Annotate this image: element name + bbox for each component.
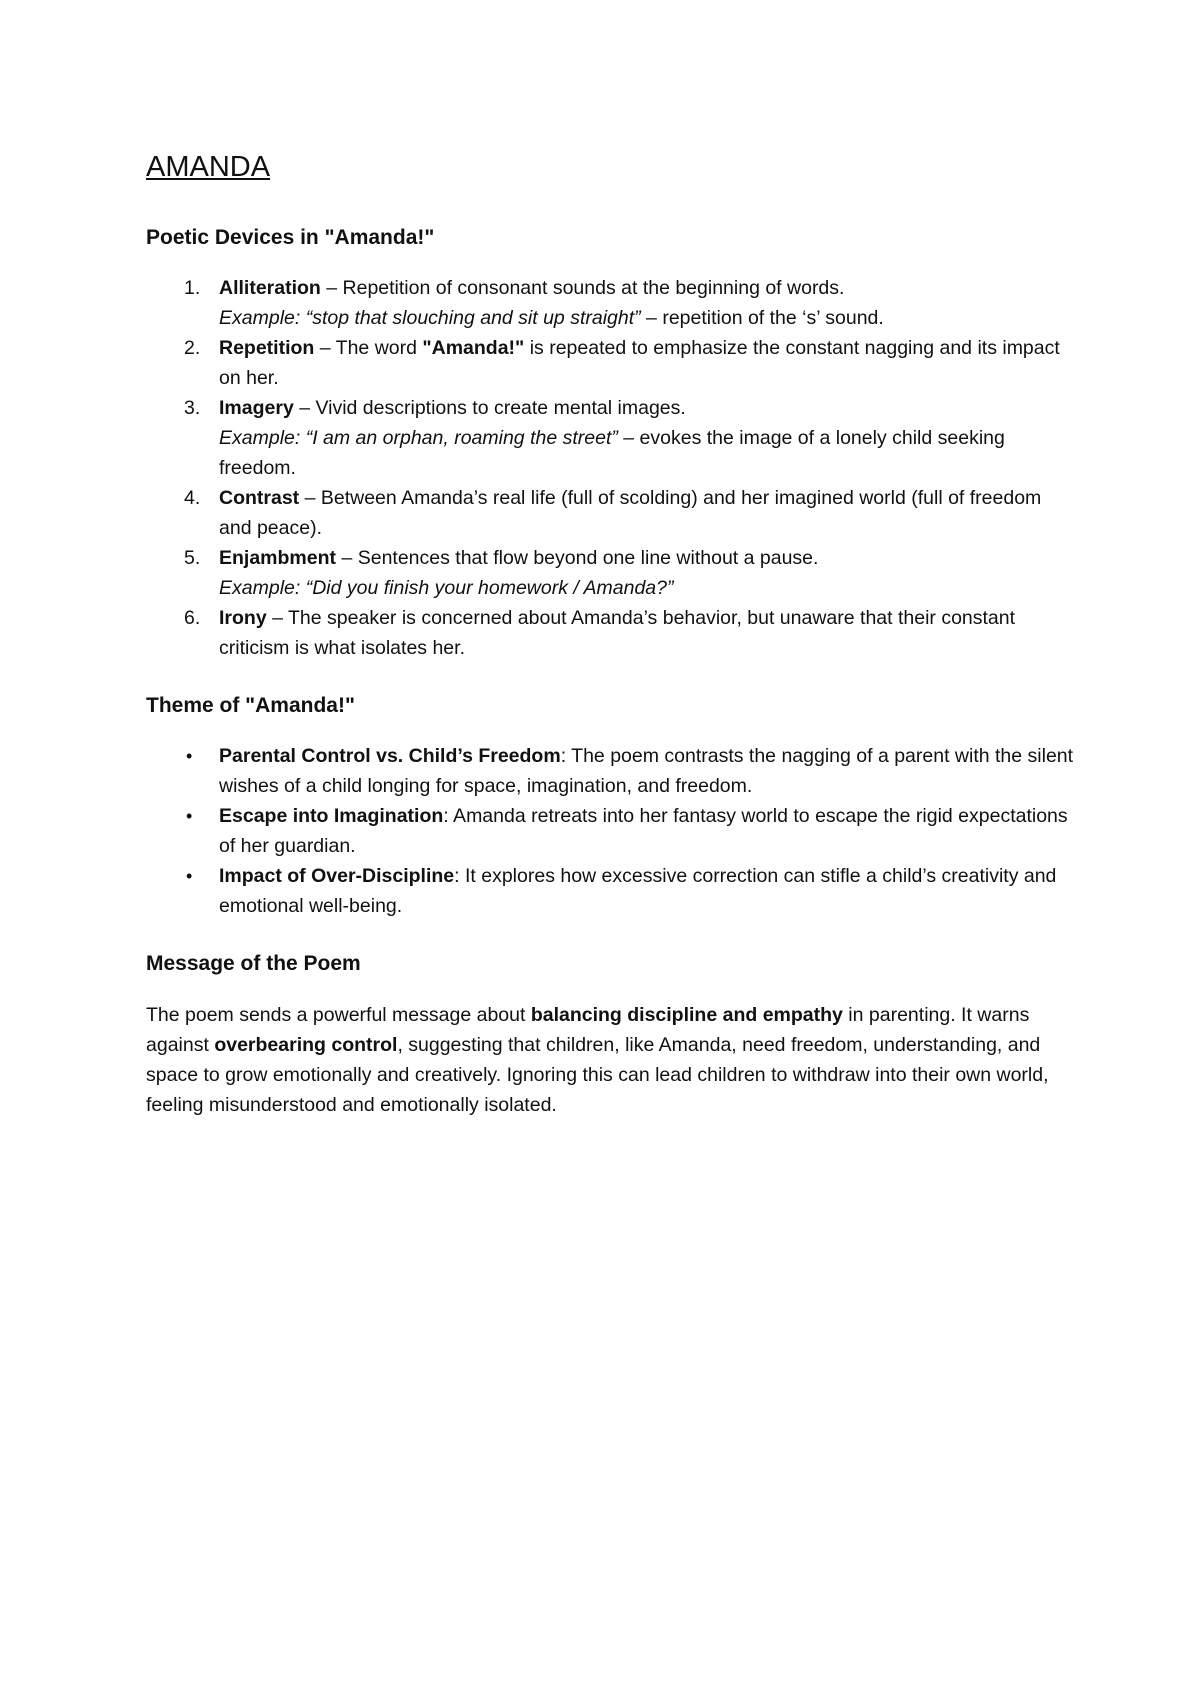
message-text: , suggesting that children, like Amanda, need freedom, understanding, and space to grow emotionally and creatively. Ignoring this can lead children to withdraw into their own world, feeling misunderstood and emotionally isolated. [146, 1033, 1049, 1116]
list-item [146, 741, 1076, 801]
message-emphasis: balancing discipline and empathy [530, 1003, 843, 1026]
device-term: Enjambment [219, 547, 337, 570]
message-heading: Message of the Poem [146, 952, 361, 976]
list-number: 2. [184, 337, 201, 360]
theme-list [146, 741, 1076, 921]
spacer [146, 663, 1076, 693]
list-item [146, 861, 1076, 921]
message-paragraph [146, 1000, 1076, 1120]
device-term: Repetition [219, 337, 315, 360]
device-term: Alliteration [219, 277, 321, 300]
device-example: Example: “stop that slouching and sit up straight” [219, 307, 641, 330]
theme-heading: Theme of "Amanda!" [146, 694, 355, 718]
message-text: The poem sends a powerful message about [146, 1003, 531, 1026]
bullet-icon: • [186, 806, 193, 827]
device-description: – The word [314, 337, 423, 360]
spacer [146, 921, 1076, 951]
list-number: 6. [184, 607, 201, 630]
device-description: – Repetition of consonant sounds at the beginning of words. [320, 277, 845, 300]
quoted-word: "Amanda!" [422, 337, 525, 360]
list-item [146, 603, 1076, 663]
device-term: Imagery [219, 397, 294, 420]
list-number: 3. [184, 397, 201, 420]
device-description: – The speaker is concerned about Amanda’s behavior, but unaware that their constant criticism is what isolates her. [219, 607, 1016, 660]
device-example-note: – repetition of the ‘s’ sound. [640, 307, 884, 330]
list-item [146, 333, 1076, 393]
message-emphasis: overbearing control [214, 1033, 398, 1056]
device-example: Example: “I am an orphan, roaming the street” [219, 427, 618, 450]
device-term: Irony [219, 607, 267, 630]
theme-description: : Amanda retreats into her fantasy world to escape the rigid expectations of her guardian. [219, 805, 1068, 858]
device-term: Contrast [219, 487, 300, 510]
theme-term: Parental Control vs. Child’s Freedom [219, 745, 561, 768]
list-item [146, 801, 1076, 861]
document-title: AMANDA [146, 151, 271, 183]
bullet-icon: • [186, 866, 193, 887]
list-item [146, 273, 1076, 333]
list-item [146, 543, 1076, 603]
list-item [146, 393, 1076, 483]
device-description: is repeated to emphasize the constant nagging and its impact on her. [219, 337, 1060, 390]
device-example-note: – evokes the image of a lonely child seeking freedom. [219, 427, 1005, 480]
document-page [146, 150, 1076, 1120]
theme-term: Escape into Imagination [219, 805, 444, 828]
list-number: 4. [184, 487, 201, 510]
device-description: – Vivid descriptions to create mental images. [293, 397, 686, 420]
device-description: – Between Amanda’s real life (full of scolding) and her imagined world (full of freedom and peace). [219, 487, 1042, 540]
theme-term: Impact of Over-Discipline [219, 865, 455, 888]
device-example: Example: “Did you finish your homework / Amanda?” [219, 577, 674, 600]
theme-description: : The poem contrasts the nagging of a parent with the silent wishes of a child longing for space, imagination, and freedom. [219, 745, 1074, 798]
list-number: 1. [184, 277, 201, 300]
device-description: – Sentences that flow beyond one line without a pause. [336, 547, 819, 570]
message-text: in parenting. It warns against [146, 1003, 1030, 1056]
bullet-icon: • [186, 746, 193, 767]
devices-list [146, 273, 1076, 663]
list-item [146, 483, 1076, 543]
theme-description: : It explores how excessive correction can stifle a child’s creativity and emotional well-being. [219, 865, 1057, 918]
list-number: 5. [184, 547, 201, 570]
devices-heading: Poetic Devices in "Amanda!" [146, 225, 435, 249]
